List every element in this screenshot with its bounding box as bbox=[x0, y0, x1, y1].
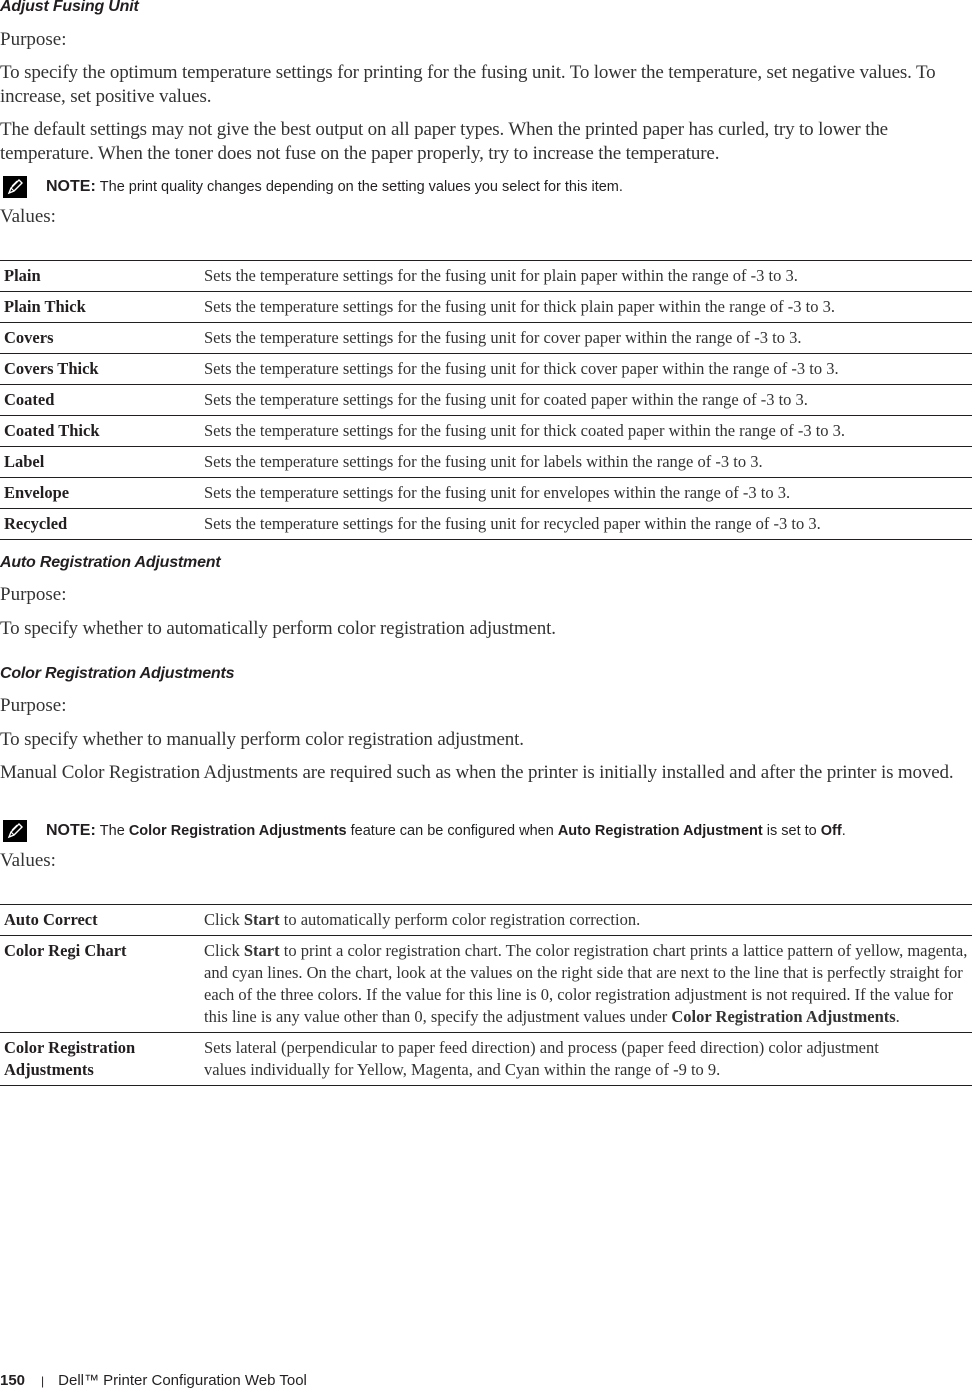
table-row bbox=[0, 1033, 972, 1086]
pencil-note-icon bbox=[3, 176, 27, 198]
value-desc: Sets the temperature settings for the fusing unit for thick coated paper within the range of -3 to 3. bbox=[202, 416, 972, 447]
note-text-part: feature can be configured when bbox=[350, 823, 554, 839]
value-desc: Sets lateral (perpendicular to paper feed direction) and process (paper feed direction) color adjustment values individually for Yellow, Magenta, and Cyan within the range of -9 to 9. bbox=[202, 1033, 972, 1086]
value-name: Covers bbox=[0, 323, 202, 354]
table-row bbox=[0, 354, 972, 385]
section-heading-adjust-fusing-unit: Adjust Fusing Unit bbox=[0, 0, 139, 15]
purpose-label: Purpose: bbox=[0, 584, 67, 605]
value-desc: Sets the temperature settings for the fusing unit for coated paper within the range of -3 to 3. bbox=[202, 385, 972, 416]
value-name: Color Registration Adjustments bbox=[0, 1033, 202, 1086]
note-bold-term: Off bbox=[820, 823, 842, 839]
footer-separator: | bbox=[41, 1374, 45, 1388]
value-name: Covers Thick bbox=[0, 354, 202, 385]
values-label: Values: bbox=[0, 206, 56, 227]
purpose-label: Purpose: bbox=[0, 29, 67, 50]
values-label: Values: bbox=[0, 850, 56, 871]
note-bold-term: Color Registration Adjustments bbox=[128, 823, 347, 839]
value-desc: Sets the temperature settings for the fusing unit for envelopes within the range of -3 to 3. bbox=[202, 478, 972, 509]
color-registration-values-table bbox=[0, 904, 972, 1086]
table-row bbox=[0, 478, 972, 509]
section-heading-auto-registration: Auto Registration Adjustment bbox=[0, 554, 221, 571]
desc-text: to automatically perform color registration correction. bbox=[283, 910, 641, 929]
note-text-part: . bbox=[841, 823, 846, 839]
value-name: Auto Correct bbox=[0, 905, 202, 936]
table-row bbox=[0, 416, 972, 447]
value-desc: Sets the temperature settings for the fusing unit for plain paper within the range of -3 to 3. bbox=[202, 261, 972, 292]
desc-bold: Start bbox=[243, 910, 280, 929]
note-keyword: NOTE: bbox=[46, 178, 96, 195]
table-row bbox=[0, 447, 972, 478]
note-bold-term: Auto Registration Adjustment bbox=[557, 823, 763, 839]
desc-text: to print a color registration chart. The color registration chart prints a lattice pattern of yellow, magenta, and cyan lines. On the chart, look at the values on the right side that are next to the line that is perfectly straight for each of the three colors. If the value for this line is 0, color registration adjustment is not required. If the value for this line is any value other than 0, specify the adjustment values under bbox=[204, 941, 968, 1026]
table-row bbox=[0, 385, 972, 416]
table-row bbox=[0, 292, 972, 323]
value-name: Coated Thick bbox=[0, 416, 202, 447]
value-desc bbox=[202, 936, 972, 1033]
detail-text: The default settings may not give the best output on all paper types. When the printed paper has curled, try to lower the temperature. When the toner does not fuse on the paper properly, try to increase the temperature. bbox=[0, 119, 888, 164]
purpose-label: Purpose: bbox=[0, 695, 67, 716]
value-name: Plain Thick bbox=[0, 292, 202, 323]
table-row bbox=[0, 905, 972, 936]
note-keyword: NOTE: bbox=[46, 822, 96, 839]
note-fusing bbox=[0, 175, 623, 199]
value-name: Label bbox=[0, 447, 202, 478]
note-text-part: The bbox=[99, 823, 125, 839]
value-desc: Sets the temperature settings for the fusing unit for thick cover paper within the range of -3 to 3. bbox=[202, 354, 972, 385]
table-row bbox=[0, 509, 972, 540]
note-text-part: is set to bbox=[766, 823, 817, 839]
note-color-registration bbox=[0, 819, 846, 843]
fusing-values-table bbox=[0, 260, 972, 540]
footer-title: Dell™ Printer Configuration Web Tool bbox=[58, 1372, 307, 1389]
value-desc: Sets the temperature settings for the fusing unit for cover paper within the range of -3 to 3. bbox=[202, 323, 972, 354]
page-footer bbox=[0, 1372, 307, 1389]
value-desc: Sets the temperature settings for the fusing unit for labels within the range of -3 to 3. bbox=[202, 447, 972, 478]
value-desc bbox=[202, 905, 972, 936]
pencil-note-icon bbox=[3, 820, 27, 842]
note-text: The print quality changes depending on the setting values you select for this item. bbox=[99, 179, 623, 195]
value-name: Plain bbox=[0, 261, 202, 292]
section-heading-color-registration: Color Registration Adjustments bbox=[0, 665, 235, 682]
value-name: Coated bbox=[0, 385, 202, 416]
desc-text: Click bbox=[204, 941, 240, 960]
purpose-text: To specify whether to manually perform color registration adjustment. bbox=[0, 729, 524, 750]
purpose-text: To specify whether to automatically perform color registration adjustment. bbox=[0, 618, 556, 639]
table-row bbox=[0, 936, 972, 1033]
value-desc: Sets the temperature settings for the fusing unit for recycled paper within the range of -3 to 3. bbox=[202, 509, 972, 540]
detail-text: Manual Color Registration Adjustments are required such as when the printer is initially installed and after the printer is moved. bbox=[0, 762, 954, 783]
table-row bbox=[0, 261, 972, 292]
value-name: Color Regi Chart bbox=[0, 936, 202, 1033]
desc-text: . bbox=[895, 1007, 900, 1026]
value-name: Recycled bbox=[0, 509, 202, 540]
purpose-text: To specify the optimum temperature settings for printing for the fusing unit. To lower the temperature, set negative values. To increase, set positive values. bbox=[0, 62, 936, 107]
page-number: 150 bbox=[0, 1372, 26, 1389]
desc-bold: Start bbox=[243, 941, 280, 960]
table-row bbox=[0, 323, 972, 354]
desc-text: Click bbox=[204, 910, 240, 929]
value-desc: Sets the temperature settings for the fusing unit for thick plain paper within the range of -3 to 3. bbox=[202, 292, 972, 323]
desc-bold: Color Registration Adjustments bbox=[671, 1007, 896, 1026]
value-name: Envelope bbox=[0, 478, 202, 509]
